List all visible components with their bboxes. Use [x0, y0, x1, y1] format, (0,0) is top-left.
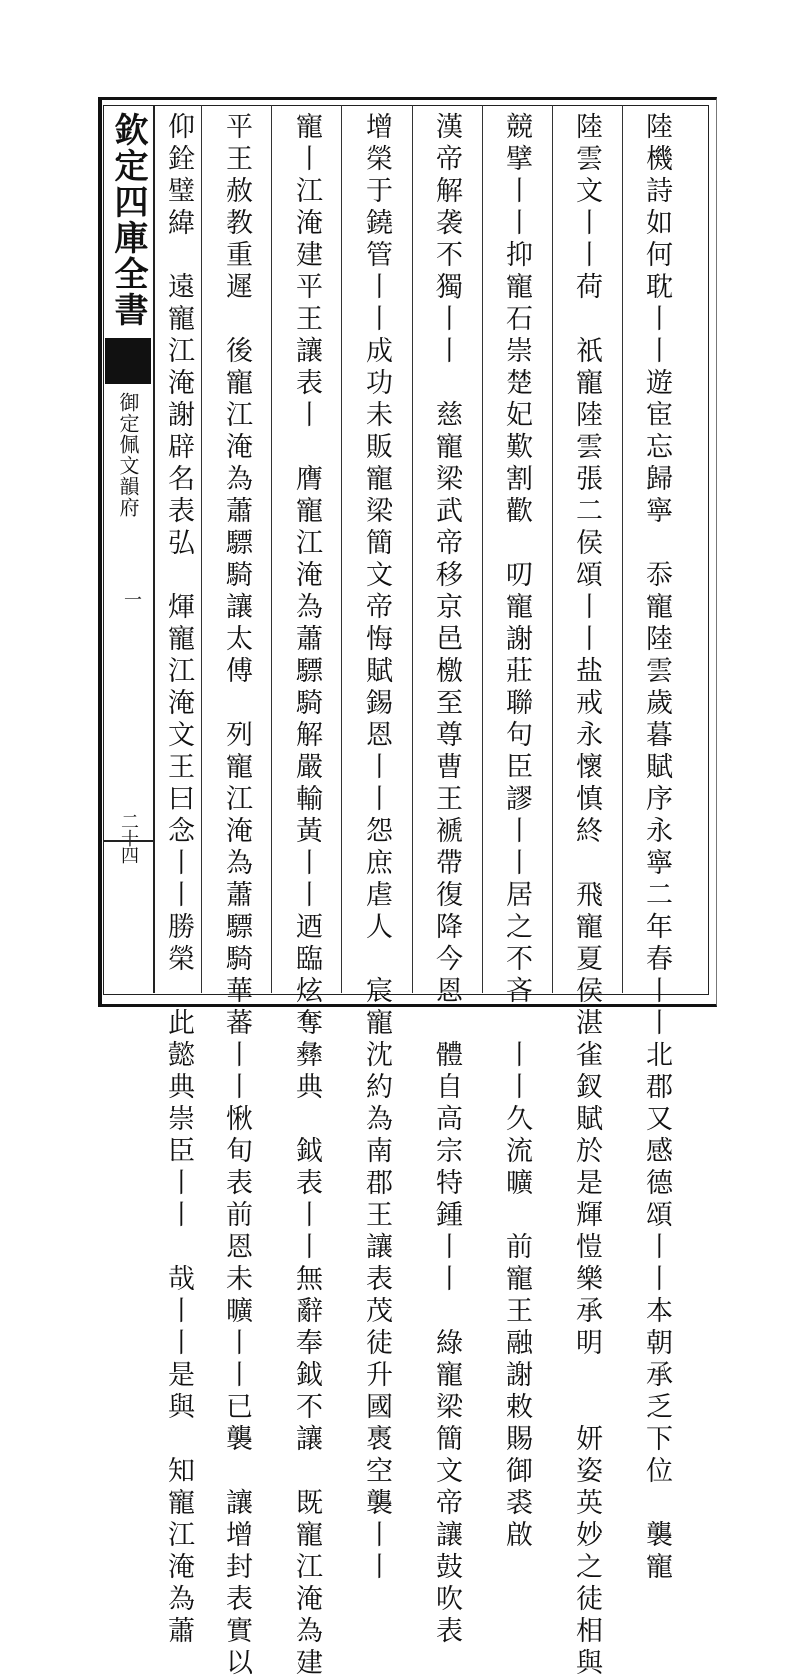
text-column-2: 陸雲文丨丨荷 祇寵陸雲張二侯頌丨丨盐戒永懷慎終 飛寵夏侯湛雀釵賦於是輝愷樂承明 妍姿英妙之徒相與 — [571, 112, 602, 1680]
column-divider — [201, 105, 202, 993]
spine-title: 欽定四庫全書 — [108, 112, 148, 328]
text-column-3: 競擘丨丨抑寵石崇楚妃歎割歡 叨寵謝莊聯句臣謬丨丨居之不吝 丨丨久流曠 前寵王融謝敕賜御裘啟 — [501, 112, 532, 1552]
column-divider — [412, 105, 413, 993]
column-divider — [622, 105, 623, 993]
fishtail-mark — [105, 338, 151, 384]
spine-subtitle: 御定佩文韻府 — [116, 392, 140, 518]
column-divider — [271, 105, 272, 993]
spine-rule — [103, 840, 153, 842]
text-column-1: 陸機詩如何耽丨丨遊宦忘歸寧 忝寵陸雲歲暮賦序永寧二年春丨丨北郡又感德頌丨丨本朝承乏下位 襲寵 — [641, 112, 672, 1584]
column-divider — [552, 105, 553, 993]
text-column-5: 增榮于鐃管丨丨成功未販寵梁簡文帝悔賦錫恩丨丨怨庶虐人 宸寵沈約為南郡王讓表茂徒升國褭空襲丨丨 — [361, 112, 392, 1584]
text-column-4: 漢帝解袭不獨丨丨 慈寵梁武帝移京邑檄至尊曹王褫帶復降今恩 體自高宗特鍾丨丨 綠寵梁簡文帝讓鼓吹表 — [431, 112, 462, 1648]
column-divider — [482, 105, 483, 993]
column-divider — [341, 105, 342, 993]
text-column-8: 仰銓璧緯 遠寵江淹謝辟名表弘 煇寵江淹文王曰念丨丨勝榮 此懿典崇臣丨丨 哉丨丨是與 知寵江淹為蕭 — [163, 112, 194, 1648]
page-number: 二十四 — [118, 812, 139, 863]
spine-dash: 一 — [121, 590, 142, 608]
text-column-7: 平王赦教重遲 後寵江淹為蕭驃騎讓太傅 列寵江淹為蕭驃騎華蕃丨丨愀旬表前恩未曠丨丨已襲 讓增封表實以 — [221, 112, 252, 1680]
text-column-6: 寵丨江淹建平王讓表丨 膺寵江淹為蕭驃騎解嚴輸黃丨丨迺臨炫奪彝典 鉞表丨丨無辭奉鉞不讓 既寵江淹為建 — [291, 112, 322, 1680]
